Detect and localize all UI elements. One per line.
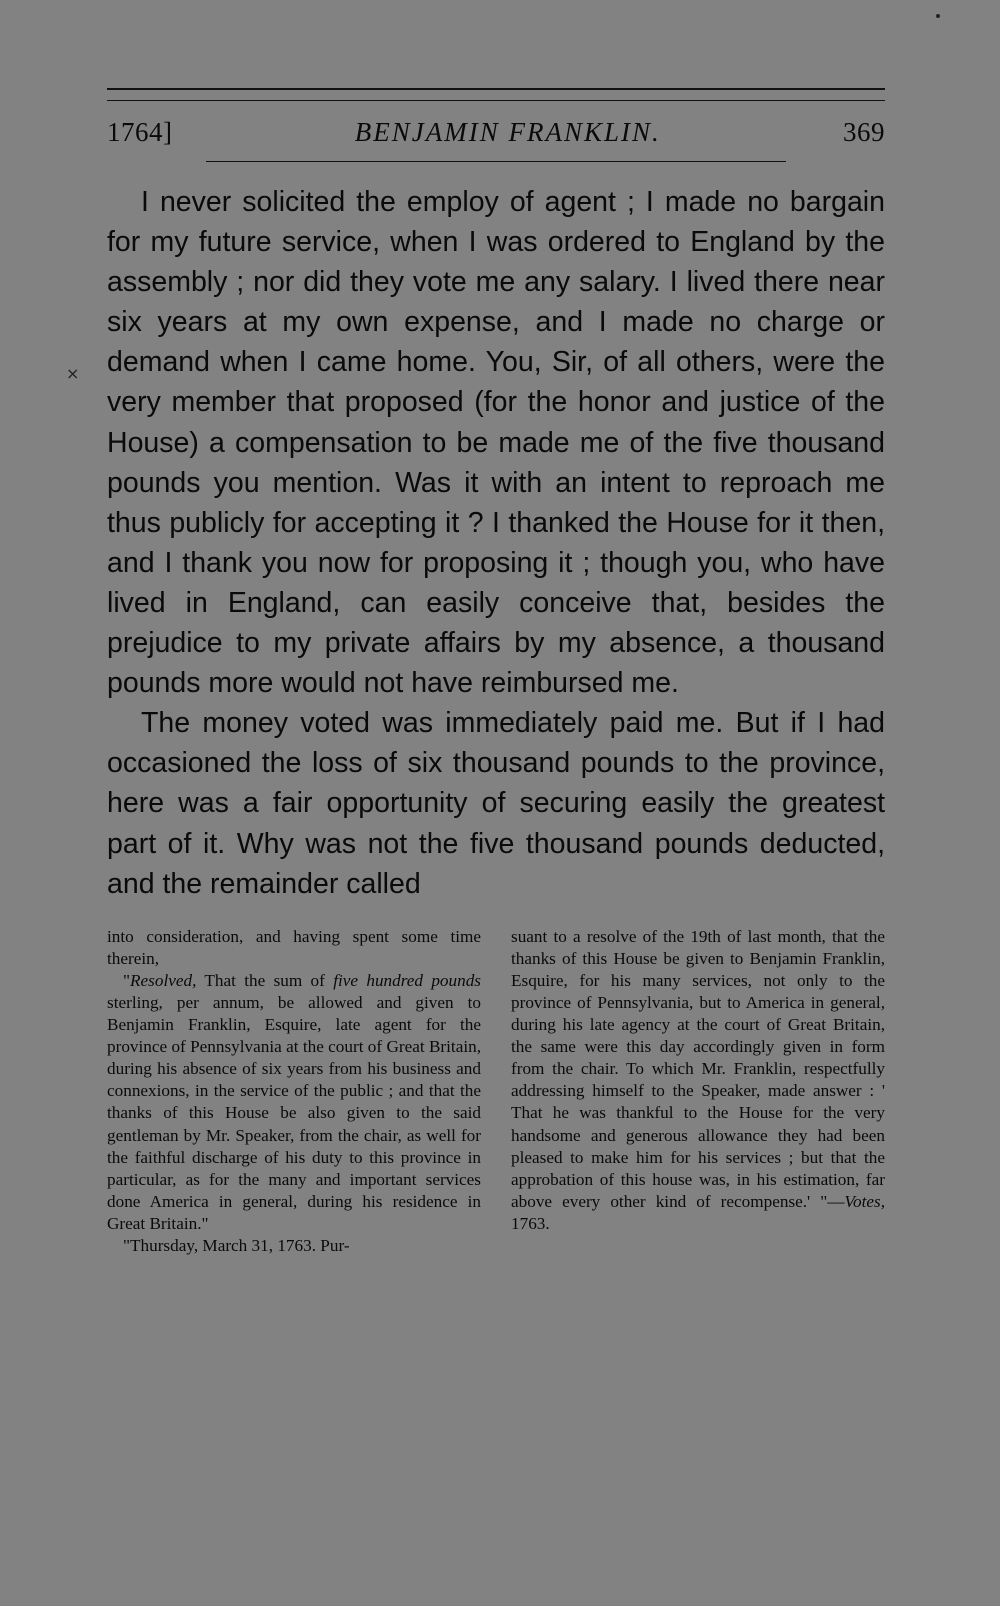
- footnote-right-p1: [511, 926, 885, 1235]
- margin-pencil-mark: ×: [66, 364, 80, 383]
- book-page: [107, 88, 885, 1257]
- footnote-left-p2-a: That the sum of: [196, 970, 334, 990]
- header-underline-rule: [206, 161, 786, 162]
- footnote-block: [107, 926, 885, 1257]
- footnote-resolved: Resolved,: [130, 970, 197, 990]
- body-paragraph-1: I never solicited the employ of agent ; I made no bargain for my future service, when I was ordered to England by the assembly ; nor did they vote me any salary. I lived there near six years at my own expense, and I made no charge or demand when I came home. You, Sir, of all others, were the very member that proposed (for the honor and justice of the House) a compensation to be made me of the five thousand pounds you mention. Was it with an intent to reproach me thus publicly for accepting it ? I thanked the House for it then, and I thank you now for proposing it ; though you, who have lived in England, can easily conceive that, besides the prejudice to my private affairs by my absence, a thousand pounds more would not have reimbursed me.: [107, 186, 885, 700]
- footnote-quote-mark: ": [123, 970, 131, 990]
- footnote-votes: Votes,: [844, 1191, 885, 1211]
- body-paragraph-2: The money voted was immediately paid me. But if I had occasioned the loss of six thousand pounds to the province, here was a fair opportunity of securing easily the greatest part of it. Why was not the five thousand pounds deducted, and the remainder called: [107, 707, 885, 900]
- header-year: 1764]: [107, 117, 173, 147]
- footnote-column-right: [511, 926, 885, 1257]
- footnote-left-p2: [107, 970, 481, 1235]
- footnote-right-text: suant to a resolve of the 19th of last month, that the thanks of this House be given to Benjamin Franklin, Esquire, for his many services, not only to the province of Pennsylvania, but to America in general, during his late agency at the court of Great Britain, the same were this day accordingly given in form from the chair. To which Mr. Franklin, respectfully addressing himself to the Speaker, made answer : ' That he was thankful to the House for the very handsome and generous allowance they had been pleased to make him for his services ; but that the approbation of this house was, in his estimation, far above every other kind of recompense.' "—: [511, 926, 885, 1211]
- footnote-column-left: [107, 926, 481, 1257]
- footnote-left-p3: "Thursday, March 31, 1763. Pur-: [123, 1236, 350, 1255]
- ink-speck: [936, 14, 940, 18]
- running-header: [107, 117, 885, 153]
- header-double-rule-bottom: [107, 100, 885, 101]
- header-double-rule-top: [107, 88, 885, 90]
- main-text: [107, 182, 885, 904]
- footnote-left-p1: into consideration, and having spent some time therein,: [107, 926, 481, 968]
- header-title: BENJAMIN FRANKLIN.: [354, 117, 661, 147]
- footnote-five-hundred-pounds: five hundred pounds: [333, 970, 481, 990]
- footnote-left-p2-b: sterling, per annum, be allowed and given to Benjamin Franklin, Esquire, late agent for the province of Pennsylvania at the court of Great Britain, during his absence of six years from his business and connexions, in the service of the public ; and that the thanks of this House be also given to the said gentleman by Mr. Speaker, from the chair, as well for the faithful discharge of his duty to this province in particular, as for the many and important services done America in general, during his residence in Great Britain.": [107, 992, 481, 1233]
- footnote-right-year: 1763.: [511, 1213, 550, 1233]
- page-number: 369: [842, 117, 885, 147]
